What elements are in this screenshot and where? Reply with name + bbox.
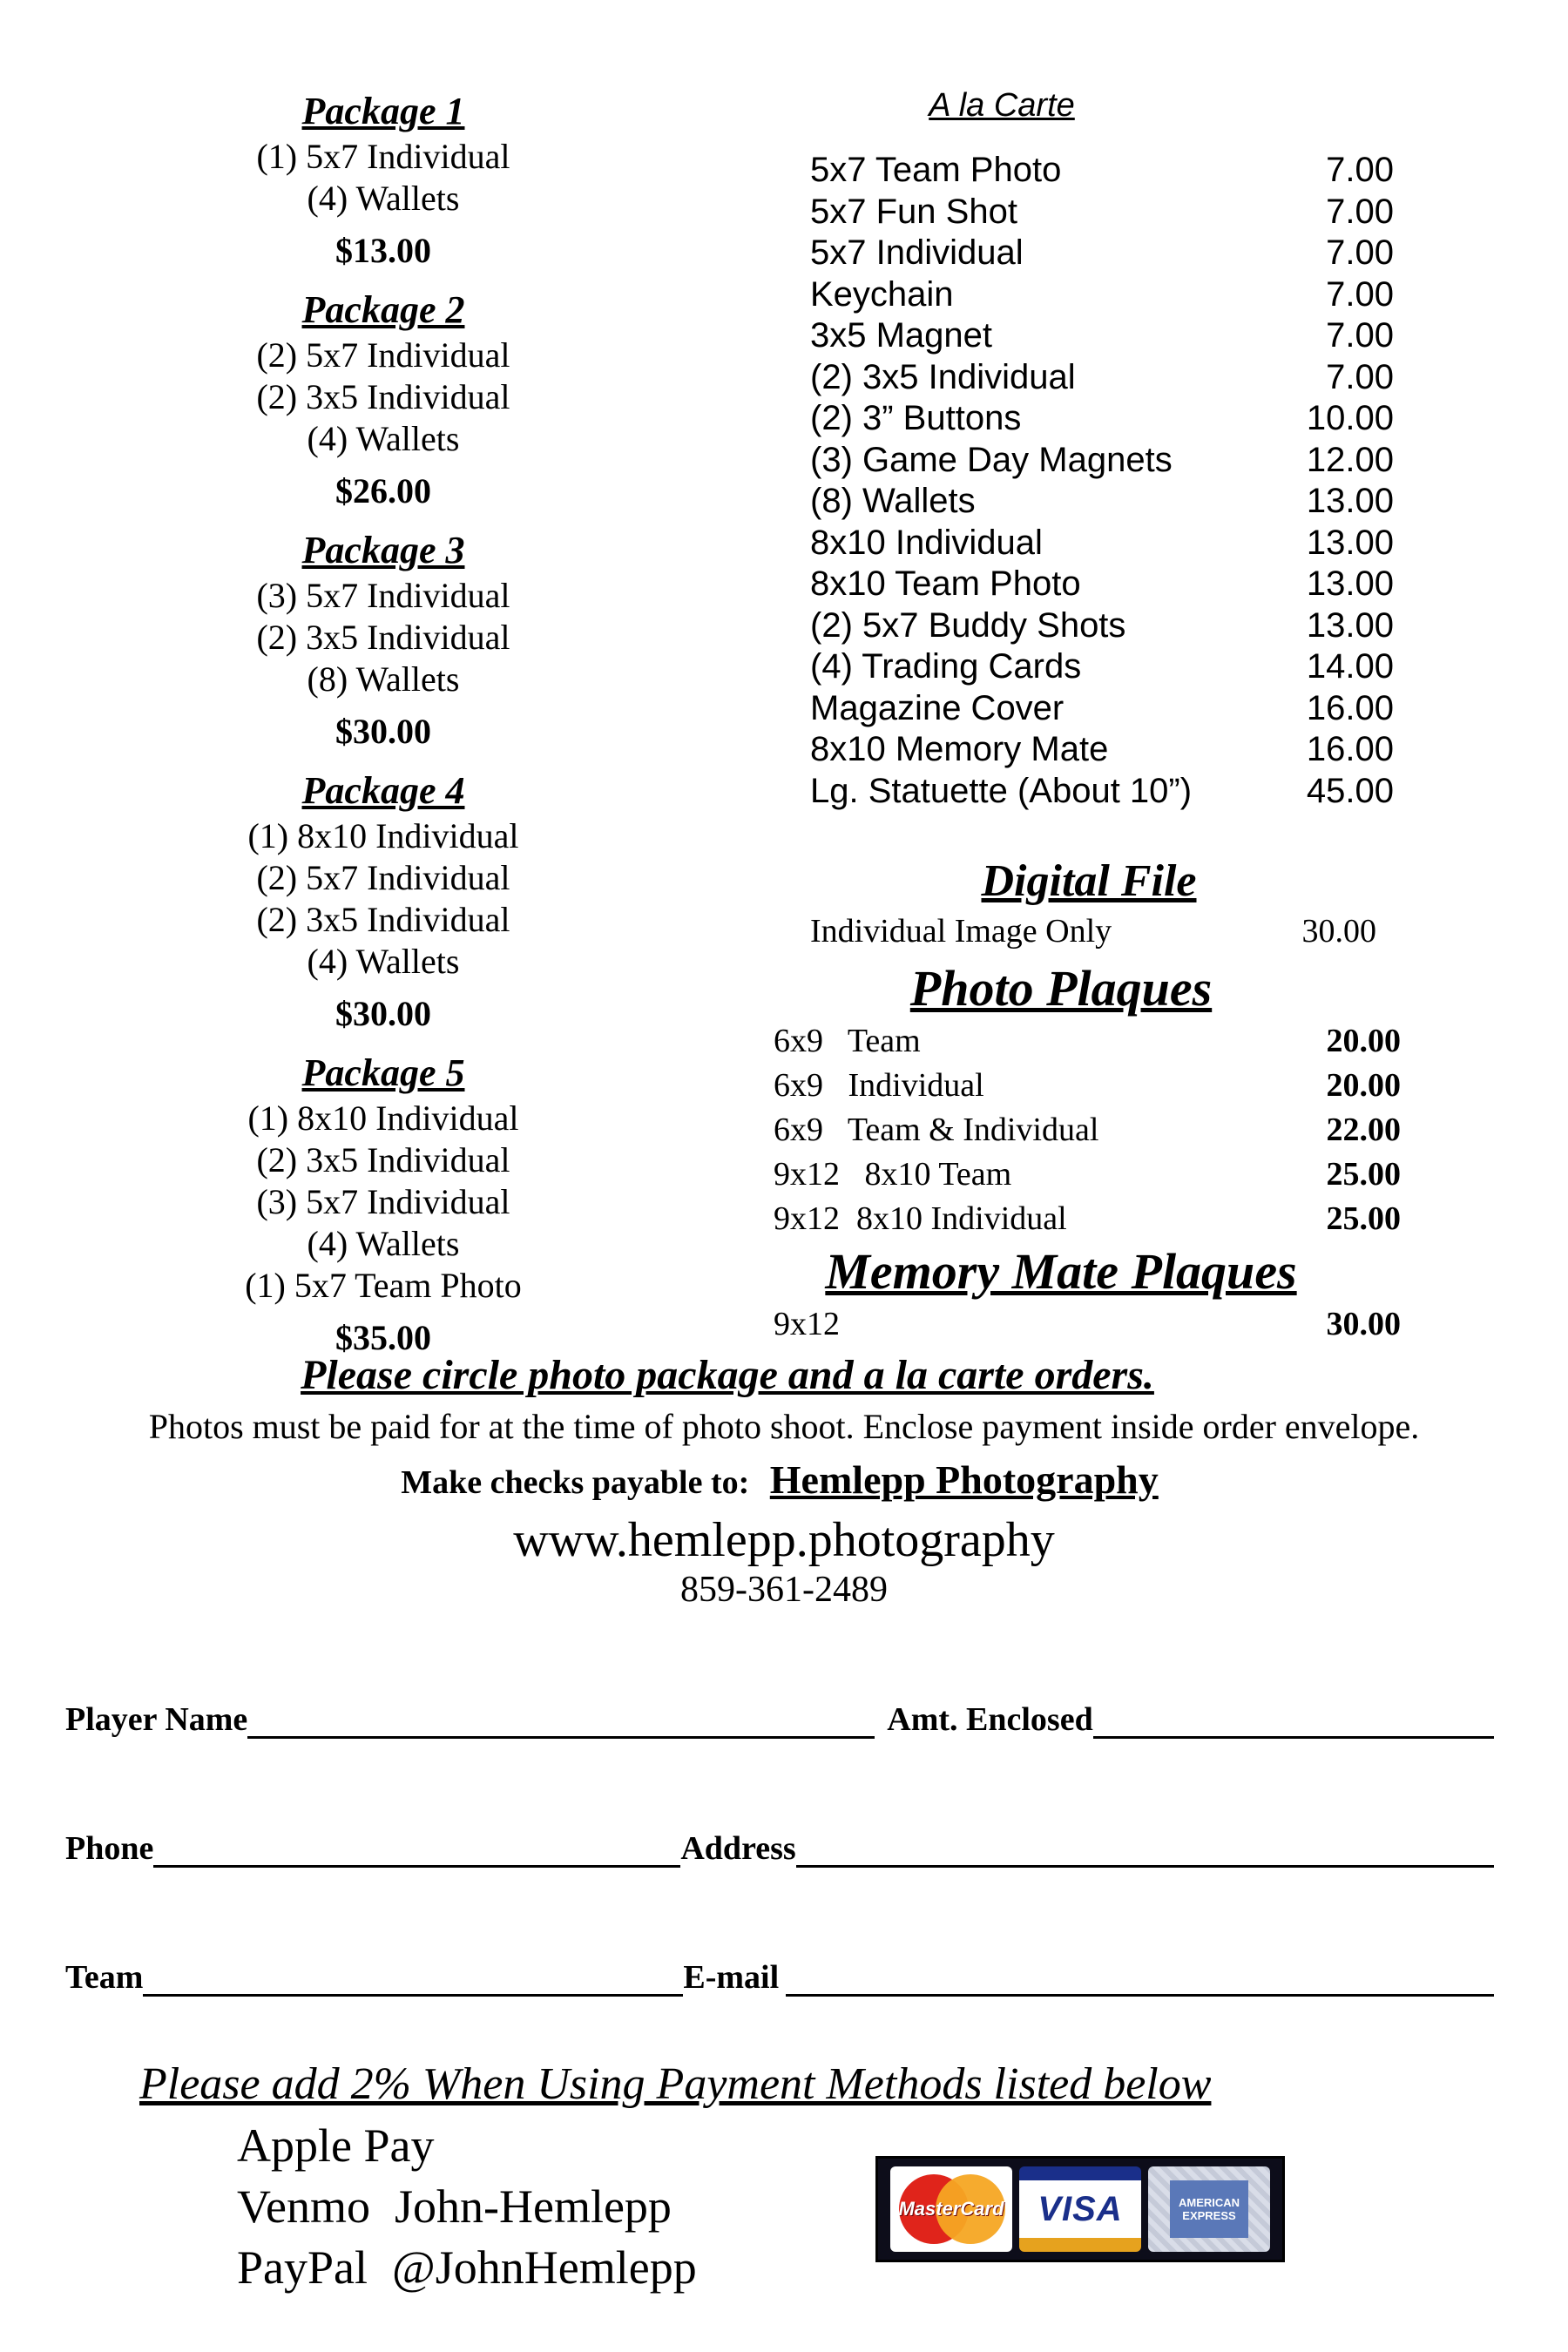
- package-price: $30.00: [335, 712, 431, 751]
- package-item: (2) 5x7 Individual: [256, 335, 510, 375]
- item-price: 13.00: [1306, 605, 1394, 645]
- list-item: [810, 233, 1394, 274]
- team-field[interactable]: [143, 1966, 683, 1997]
- package-title: Package 5: [301, 1051, 465, 1094]
- paypal-handle: @JohnHemlepp: [392, 2241, 697, 2294]
- item-name: 8x10 Individual: [810, 523, 1043, 562]
- item-name: (3) Game Day Magnets: [810, 440, 1173, 479]
- list-item: [810, 605, 1394, 647]
- amex-text: AMERICAN EXPRESS: [1170, 2180, 1248, 2238]
- phone-label: Phone: [65, 1830, 154, 1867]
- item-price: 7.00: [1326, 192, 1394, 231]
- list-item: [810, 688, 1394, 730]
- list-item: [774, 1019, 1401, 1064]
- item-name: Keychain: [810, 274, 954, 314]
- list-item: [810, 398, 1394, 440]
- package-item: (2) 3x5 Individual: [256, 377, 510, 416]
- phone-field[interactable]: [153, 1837, 680, 1868]
- item-name: 6x9 Individual: [774, 1067, 984, 1104]
- item-name: 9x12 8x10 Individual: [774, 1200, 1067, 1237]
- item-price: 25.00: [1326, 1200, 1401, 1237]
- item-name: 9x12 8x10 Team: [774, 1156, 1012, 1193]
- package-4: [174, 767, 592, 1042]
- package-item: (4) Wallets: [307, 942, 460, 981]
- list-item: [237, 2176, 697, 2237]
- package-title: Package 1: [301, 90, 465, 132]
- website-link[interactable]: www.hemlepp.photography: [513, 1513, 1055, 1567]
- list-item: [237, 2115, 697, 2176]
- item-name: (4) Trading Cards: [810, 647, 1082, 686]
- credit-card-logos: [875, 2156, 1285, 2262]
- memory-mate-list: [774, 1302, 1401, 1347]
- item-price: 7.00: [1326, 316, 1394, 355]
- apple-pay-label: Apple Pay: [237, 2119, 435, 2172]
- package-5: [174, 1049, 592, 1366]
- list-item: [810, 150, 1394, 192]
- list-item: [810, 357, 1394, 399]
- packages-column: [174, 87, 592, 1373]
- list-item: [810, 771, 1394, 813]
- memory-mate-plaques-title: Memory Mate Plaques: [825, 1243, 1297, 1300]
- item-name: 6x9 Team: [774, 1023, 921, 1059]
- item-price: 16.00: [1306, 688, 1394, 727]
- package-price: $13.00: [335, 231, 431, 270]
- item-name: (2) 5x7 Buddy Shots: [810, 605, 1126, 645]
- digital-file-title: Digital File: [981, 856, 1197, 906]
- list-item: [810, 481, 1394, 523]
- item-price: 20.00: [1326, 1067, 1401, 1104]
- list-item: [810, 440, 1394, 482]
- list-item: [810, 909, 1376, 953]
- phone-number: 859-361-2489: [680, 1570, 888, 1610]
- venmo-handle: John-Hemlepp: [394, 2180, 672, 2233]
- photo-plaques-list: [774, 1019, 1401, 1241]
- item-name: Lg. Statuette (About 10”): [810, 771, 1193, 810]
- order-info: [0, 1348, 1568, 1611]
- package-item: (2) 5x7 Individual: [256, 858, 510, 897]
- item-price: 30.00: [1301, 913, 1376, 950]
- payment-instruction: Photos must be paid for at the time of photo shoot. Enclose payment inside order envelope.: [148, 1407, 1420, 1446]
- list-item: [237, 2237, 697, 2298]
- item-price: 12.00: [1306, 440, 1394, 479]
- form-row: [65, 1957, 1494, 1997]
- customer-form: [65, 1699, 1494, 2085]
- package-item: (8) Wallets: [307, 659, 460, 699]
- email-label: E-mail: [683, 1959, 780, 1996]
- package-price: $26.00: [335, 471, 431, 510]
- package-item: (1) 8x10 Individual: [247, 816, 519, 855]
- a-la-carte-section: [810, 84, 1402, 812]
- item-price: 13.00: [1306, 523, 1394, 562]
- item-price: 10.00: [1306, 399, 1394, 437]
- package-item: (3) 5x7 Individual: [256, 1182, 510, 1221]
- mastercard-logo: [890, 2166, 1012, 2252]
- mastercard-text: MasterCard: [898, 2198, 1004, 2220]
- list-item: [810, 274, 1394, 316]
- item-name: Individual Image Only: [810, 913, 1112, 950]
- player-name-label: Player Name: [65, 1701, 248, 1738]
- package-item: (3) 5x7 Individual: [256, 576, 510, 615]
- a-la-carte-list: [810, 150, 1402, 812]
- amt-enclosed-field[interactable]: [1093, 1708, 1494, 1739]
- email-field[interactable]: [786, 1966, 1494, 1997]
- list-item: [810, 729, 1394, 771]
- payee-name: Hemlepp Photography: [769, 1457, 1159, 1502]
- package-item: (1) 5x7 Individual: [256, 137, 510, 176]
- item-price: 14.00: [1306, 647, 1394, 686]
- package-item: (1) 8x10 Individual: [247, 1098, 519, 1138]
- item-price: 20.00: [1326, 1023, 1401, 1059]
- item-price: 16.00: [1306, 730, 1394, 768]
- item-name: 5x7 Fun Shot: [810, 192, 1017, 231]
- item-price: 7.00: [1326, 233, 1394, 272]
- list-item: [810, 192, 1394, 233]
- list-item: [774, 1152, 1401, 1197]
- item-name: 8x10 Memory Mate: [810, 730, 1109, 768]
- item-price: 30.00: [1326, 1306, 1401, 1342]
- player-name-field[interactable]: [247, 1708, 875, 1739]
- list-item: [774, 1197, 1401, 1241]
- amex-logo: [1148, 2166, 1270, 2252]
- address-field[interactable]: [796, 1837, 1494, 1868]
- visa-text: VISA: [1037, 2189, 1123, 2228]
- item-price: 13.00: [1306, 482, 1394, 520]
- item-price: 7.00: [1326, 151, 1394, 189]
- list-item: [774, 1108, 1401, 1152]
- item-name: (8) Wallets: [810, 482, 976, 520]
- payment-methods: [237, 2115, 697, 2298]
- form-row: [65, 1699, 1494, 1739]
- digital-file-section: [810, 854, 1402, 953]
- team-label: Team: [65, 1959, 144, 1996]
- item-name: 5x7 Team Photo: [810, 151, 1062, 189]
- list-item: [810, 523, 1394, 564]
- amt-enclosed-label: Amt. Enclosed: [887, 1701, 1093, 1738]
- package-item: (4) Wallets: [307, 179, 460, 218]
- item-price: 22.00: [1326, 1112, 1401, 1148]
- checks-label: Make checks payable to:: [401, 1464, 750, 1501]
- photo-plaques-title: Photo Plaques: [909, 960, 1213, 1017]
- item-name: Magazine Cover: [810, 688, 1064, 727]
- payment-surcharge-note: Please add 2% When Using Payment Methods listed below: [139, 2059, 1212, 2109]
- package-item: (2) 3x5 Individual: [256, 900, 510, 939]
- photo-plaques-section: [774, 958, 1401, 1347]
- package-title: Package 3: [301, 529, 465, 571]
- item-price: 13.00: [1306, 564, 1394, 603]
- package-item: (4) Wallets: [307, 419, 460, 458]
- circle-instruction: Please circle photo package and a la carte orders.: [301, 1352, 1154, 1398]
- package-title: Package 2: [301, 288, 465, 331]
- item-price: 7.00: [1326, 274, 1394, 314]
- package-price: $35.00: [335, 1318, 431, 1357]
- visa-logo: [1019, 2166, 1141, 2252]
- package-3: [174, 526, 592, 760]
- package-title: Package 4: [301, 769, 465, 812]
- package-item: (1) 5x7 Team Photo: [245, 1266, 522, 1305]
- package-1: [174, 87, 592, 279]
- checks-payable: [0, 1451, 1568, 1511]
- venmo-label: Venmo: [237, 2180, 370, 2233]
- package-item: (4) Wallets: [307, 1224, 460, 1263]
- item-price: 7.00: [1326, 357, 1394, 396]
- item-name: 5x7 Individual: [810, 233, 1024, 272]
- item-name: (2) 3x5 Individual: [810, 357, 1076, 396]
- item-name: 3x5 Magnet: [810, 316, 993, 355]
- item-price: 25.00: [1326, 1156, 1401, 1193]
- package-price: $30.00: [335, 994, 431, 1033]
- item-price: 45.00: [1306, 771, 1394, 810]
- package-2: [174, 286, 592, 519]
- a-la-carte-title: A la Carte: [929, 87, 1075, 124]
- paypal-label: PayPal: [237, 2241, 368, 2294]
- list-item: [774, 1064, 1401, 1108]
- list-item: [810, 646, 1394, 688]
- item-name: (2) 3” Buttons: [810, 399, 1022, 437]
- package-item: (2) 3x5 Individual: [256, 618, 510, 657]
- address-label: Address: [680, 1830, 796, 1867]
- item-name: 9x12: [774, 1306, 840, 1342]
- list-item: [774, 1302, 1401, 1347]
- form-row: [65, 1828, 1494, 1868]
- list-item: [810, 564, 1394, 605]
- item-name: 8x10 Team Photo: [810, 564, 1081, 603]
- package-item: (2) 3x5 Individual: [256, 1140, 510, 1179]
- item-name: 6x9 Team & Individual: [774, 1112, 1099, 1148]
- list-item: [810, 315, 1394, 357]
